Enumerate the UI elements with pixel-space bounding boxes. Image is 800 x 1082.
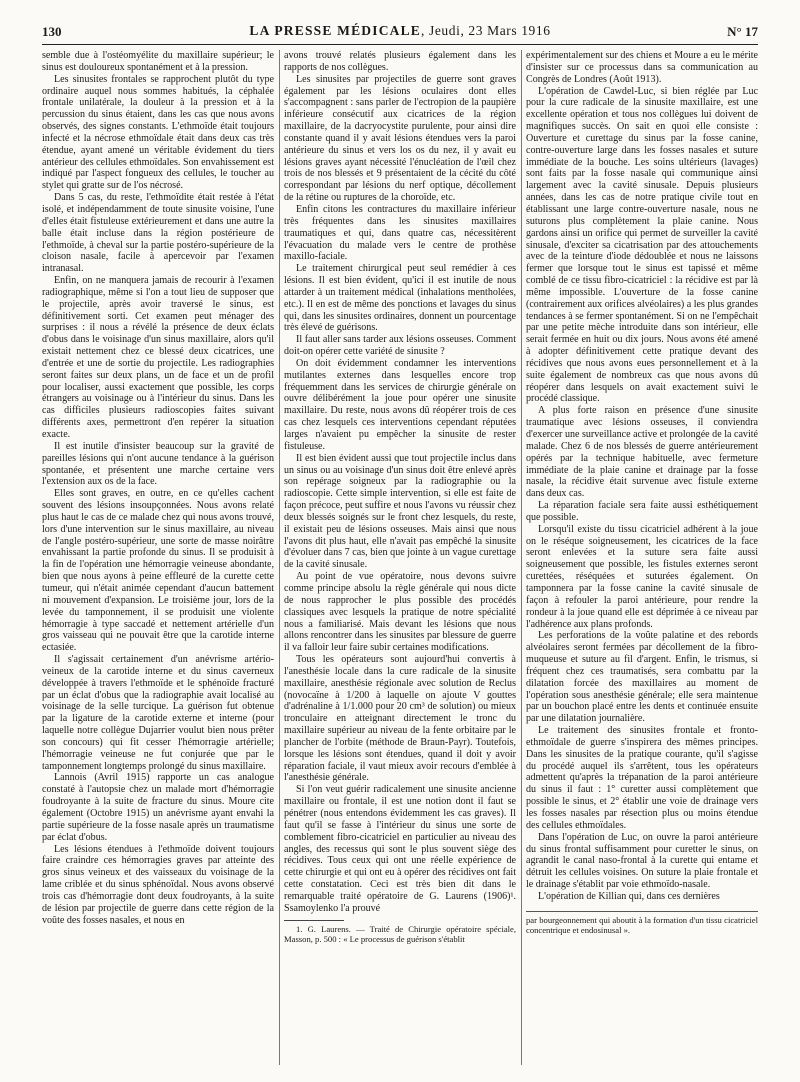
paragraph: Lorsqu'il existe du tissu cicatriciel adhérent à la joue on le réséque soigneusement, les cicatrices de la face seront enlevées et la suture sera faite aussi soigneusement que possible, les fistules externes seront curettées, réséquées et suturées également. On tamponnera par la fosse canine la cavité sinusale de façon à refouler la paroi antérieure, pour rendre la rondeur à la joue quand elle est déprimée à ce niveau par l'adhérence aux plans profonds. — [526, 523, 758, 630]
paragraph: Elles sont graves, en outre, en ce qu'elles cachent souvent des lésions insoupçonnées. Nous avons relaté plus haut le cas de ce malade chez qui nous avons trouvé, lors d'une intervention sur le sinus maxillaire, au niveau de l'angle postéro-supérieur, une sorte de masse noirâtre envahissant la partie profonde du sinus. Il se produisit à la fin de l'opération une hémorragie veineuse abondante, bien que nous ayons à peine effleuré de la curette cette tumeur, qui n'était animée cependant d'aucun battement ni mouvement d'expansion. Le troisième jour, lors de la levée du tamponnement, il se produisit une violente hémorragie à type saccadé et nettement artérielle d'un gros vaisseau qui ne pouvait être que la carotide interne ectasiée. — [42, 488, 274, 654]
paragraph: On doit évidemment condamner les interventions mutilantes externes dans lesquelles encore trop fréquemment dans les services de chirurgie générale on ouvre délibérément la joue pour opérer une sinusite maxillaire. Du reste, nous avons dû réopérer trois de ces cas chez lesquels ces interventions cependant réputées larges n'avaient pu empêcher la sinusite de rester fistuleuse. — [284, 357, 516, 452]
paragraph: Les perforations de la voûte palatine et des rebords alvéolaires seront fermées par décollement de la fibro-muqueuse et suture au fil d'argent. Enfin, le trismus, si fréquent chez ces traumatisés, sera combattu par la dilatation forcée des maxillaires au moment de l'opération sous anesthésie générale; elle sera maintenue par un bouchon placé entre les dents et continuée ensuite par une dilatation journalière. — [526, 630, 758, 725]
issue-number: N° 17 — [727, 24, 758, 39]
page-number: 130 — [42, 24, 62, 39]
column-divider — [521, 50, 522, 1065]
paragraph: Il est bien évident aussi que tout projectile inclus dans un sinus ou au voisinage d'un sinus doit être enlevé après son repérage soigneux par la radiographie ou la radioscopie. Cette simple intervention, si elle est faite de façon précoce, peut suffire et nous l'avons vu réussir chez deux blessés soignés sur le front chez lesquels, du reste, il existait peu de lésions osseuses. Mais ainsi que nous l'avons dit plus haut, elle n'avait pas empêché la sinusite d'évoluer dans 7 cas, bien que jointe à un vague curettage de la cavité sinusale. — [284, 452, 516, 571]
paragraph: Il s'agissait certainement d'un anévrisme artério-veineux de la carotide interne et du sinus caverneux développée à travers l'ethmoïde et le sphénoïde fracturé par un éclat d'obus que la radiographie avait localisé au voisinage de la selle turcique. La guérison fut obtenue par la ligature de la carotide externe et interne (pour laquelle notre collègue Dujarrier voulut bien nous prêter son concours) qui fit cesser l'hémorragie artérielle; l'hémorragie veineuse ne fut conjurée que par le tamponnement longtemps prolongé du sinus maxillaire. — [42, 654, 274, 772]
paragraph: Le traitement chirurgical peut seul remédier à ces lésions. Il est bien évident, qu'ici il est inutile de nous attarder à un traitement médical (inhalations mentholées, etc.). Il en est de même des ponctions et lavages du sinus qui, dans les sinusites ordinaires, donnent un pourcentage très élevé de guérisons. — [284, 263, 516, 334]
paragraph: La réparation faciale sera faite aussi esthétiquement que possible. — [526, 500, 758, 523]
paragraph: Dans 5 cas, du reste, l'ethmoïdite était restée à l'état isolé, et indépendamment de toute sinusite voisine, l'une d'elles était fistuleuse extérieurement et dans une autre la balle était incluse dans la région postérieure de l'ethmoïde, à cheval sur la partie postéro-supérieure de la cloison nasale, facile à apercevoir par l'examen intranasal. — [42, 192, 274, 275]
column-2 — [284, 50, 516, 944]
paragraph: A plus forte raison en présence d'une sinusite traumatique avec lésions osseuses, il conviendra d'exercer une surveillance active et prolongée de la cavité malade. Chez 6 de nos blessés de guerre antérieurement opérés par la technique habituelle, avec fermeture immédiate de la plaie canine et drainage par la fosse nasale, la récidive était survenue avec fistule externe dans deux cas. — [526, 405, 758, 500]
paragraph: Lannois (Avril 1915) rapporte un cas analogue constaté à l'autopsie chez un malade mort d'hémorragie foudroyante à la suite de fracture du sinus. Moure cite également (Octobre 1915) un anévrisme ayant envahi la partie supérieure de la fosse nasale après un traumatisme par éclat d'obus. — [42, 772, 274, 843]
page-header — [42, 22, 758, 45]
paragraph: Les sinusites par projectiles de guerre sont graves également par les lésions oculaires dont elles s'accompagnent : sans parler de l'ectropion de la paupière inférieure consécutif aux cicatrices de la région maxillaire, de la dacryocystite purulente, pour ainsi dire constante quand il y avait lésions étendues vers la paroi antérieure du sinus et vers los os du nez, il y avait eu lésions graves ayant nécessité l'énucléation de l'œil chez trois de nos blessés et 9 présentaient de la cécité du côté correspondant par lésions du nerf optique, décollement de la rétine ou ruptures de la choroïde, etc. — [284, 73, 516, 204]
column-divider — [279, 50, 280, 1065]
running-title — [42, 23, 758, 39]
footnote-separator — [284, 920, 344, 921]
paragraph: Le traitement des sinusites frontale et fronto-ethmoïdale de guerre s'inspirera des mêmes principes. Dans les sinusites de la pratique courante, qu'il s'agisse du procédé auquel ils s'arrêtent, tous les opérateurs admettent qu'après la trépanation de la paroi antérieure du sinus il faut : 1° curetter aussi complètement que possible le sinus, et 2° établir une voie de drainage vers les fosses nasales par résection plus ou moins étendue des cellules ethmoïdales. — [526, 725, 758, 831]
paragraph: Au point de vue opératoire, nous devons suivre comme principe absolu la règle générale qui nous dicte de nous rapprocher le plus possible des procédés classiques avec lesquels la pratique de notre spécialité nous a familiarisé. Mais devant les lésions que nous allons rencontrer dans les sinusites par blessure de guerre il va falloir leur faire subir certaines modifications. — [284, 571, 516, 654]
paragraph: L'opération de Cawdel-Luc, si bien réglée par Luc pour la cure radicale de la sinusite maxillaire, est une excellente opération et tous nos collègues lui doivent de magnifiques succès. On sait en quoi elle consiste : Ouverture et curettage du sinus par la fosse canine, contre-ouverture large dans les fosses nasales et suture immédiate de la bouche. Les soins ultérieurs (lavages) sont faits par la fosse nasale qui communique ainsi largement avec la cavité sinusale. Depuis plusieurs années, dans les cas de notre pratique civile tout en établissant une large contre-ouverture nasale, nous ne suturons plus complètement la plaie canine. Nous gardons ainsi un orifice qui permet de surveiller la cavité sinusale, d'exciter sa cicatrisation par des attouchements avec de la teinture d'iode dédoublée et nous ne laissons fermer que lorsque tout le sinus est tapissé et même comblé de ce tissu fibro-cicatriciel : la récidive est par là même impossible. L'ouverture de la fosse canine (contrairement aux orifices alvéolaires) a les plus grandes tendances à se fermer spontanément. Si on ne l'empêchait par une petite mèche introduite dans son intérieur, elle serait fermée en huit ou dix jours. Nous avons été amené à adopter définitivement cette pratique devant des récidives que nous avons eues personnellement et à la suite également de nombreux cas que nous avons dû réopérer dans lesquels on avait exactement suivi le procédé classique. — [526, 85, 758, 405]
paragraph: Si l'on veut guérir radicalement une sinusite ancienne maxillaire ou frontale, il est une notion dont il faut se pénétrer (nous entendons évidemment les cas graves). Il faut qu'il se fasse à l'intérieur du sinus une sorte de comblement fibro-cicatriciel en particulier au niveau des angles, des recessus qui sont le plus souvent siège des récidives. Tous ceux qui ont une réelle expérience de cette chirurgie et qui ont eu à opérer des récidives ont fait cette constatation. Ceci est très bien dit dans le remarquable traité opératoire de G. Laurens (1906)¹. Ssamoylenko l'a prouvé — [284, 784, 516, 914]
paragraph: L'opération de Killian qui, dans ces dernières — [538, 890, 720, 902]
issue-date: , Jeudi, 23 Mars 1916 — [421, 23, 551, 38]
journal-name: LA PRESSE MÉDICALE — [249, 23, 422, 38]
paragraph: Les lésions étendues à l'ethmoïde doivent toujours faire craindre ces hémorragies graves par atteinte des gros sinus veineux et des vaisseaux du voisinage de la lame criblée et du sinus sphénoïdal. Nous avons observé trois cas d'hémorragie dont deux foudroyants, à la suite de lésion par projectile de guerre dans cette région de la voûte des fosses nasales, et nous en — [42, 843, 274, 926]
paragraph: Enfin citons les contractures du maxillaire inférieur très fréquentes dans les sinusites maxillaires traumatiques et qui, dans quatre cas, nécessitèrent l'évacuation du malade vers le centre de prothèse maxillo-faciale. — [284, 203, 516, 263]
paragraph: Il faut aller sans tarder aux lésions osseuses. Comment doit-on opérer cette variété de sinusite ? — [284, 334, 516, 358]
paragraph: Enfin, on ne manquera jamais de recourir à l'examen radiographique, même si l'on a tout lieu de supposer que le projectile, après avoir traversé le sinus, est définitivement sorti. Cet examen peut ménager des surprises : il nous a révélé la présence de deux éclats d'obus dans le voisinage d'un sinus maxillaire, alors qu'il existait nettement chez ce blessé deux cicatrices, une d'entrée et une de sortie du projectile. Les radiographies seront faites sur deux plans, un de face et un de profil pour localiser, aussi exactement que possible, les corps étrangers au voisinage ou à l'intérieur du sinus. Dans les cas difficiles plusieurs radioscopies faites suivant différents axes, permettront d'en repérer la situation exacte. — [42, 275, 274, 440]
paragraph: Dans l'opération de Luc, on ouvre la paroi antérieure du sinus frontal suffisamment pour curetter le sinus, on agrandit le canal naso-frontal à la curette qui entame et détruit les cellules voisines. On suture la plaie frontale et le drainage s'établit par voie ethmoïdo-nasale. — [526, 831, 758, 891]
paragraph: expérimentalement sur des chiens et Moure a eu le mérite d'insister sur ce processus dans sa communication au Congrès de Londres (Août 1913). — [526, 50, 758, 85]
paragraph: Il est inutile d'insister beaucoup sur la gravité de pareilles lésions qui n'ont aucune tendance à la guérison spontanée, et présentent une marche certaine vers l'extension aux os de la face. — [42, 440, 274, 488]
column-1 — [42, 50, 274, 926]
column-3 — [526, 50, 758, 936]
footnote-continuation: par bourgeonnement qui aboutit à la formation d'un tissu cicatriciel concentrique et endosinusal ». — [526, 914, 758, 936]
footnote: 1. G. Laurens. — Traité de Chirurgie opératoire spéciale, Masson, p. 500 : « Le processus de guérison s'établit — [284, 923, 516, 944]
footnote-separator — [526, 911, 758, 912]
paragraph: Les sinusites frontales se rapprochent plutôt du type ordinaire auquel nous sommes habitués, la céphalée frontale unilatérale, la douleur à la pression et à la percussion du sinus étaient, dans les cas que nous avons observés, des signes constants. L'ethmoïde était toujours infecté et la nécrose ethmoïdale était dans deux cas très étendue, ayant amené un véritable évidement du tiers antérieur des cellules ethmoïdales. Son envahissement est indiqué par l'aspect fongueux des cellules, le toucher au stylet qui gratte sur de l'os nécrosé. — [42, 73, 274, 192]
paragraph: avons trouvé relatés plusieurs également dans les rapports de nos collègues. — [284, 50, 516, 73]
paragraph: semble due à l'ostéomyélite du maxillaire supérieur; le sinus est douloureux spontanément et à la pression. — [42, 50, 274, 73]
paragraph: Tous les opérateurs sont aujourd'hui convertis à l'anesthésie locale dans la cure radicale de la sinusite maxillaire, anesthésie régionale avec solution de Reclus (novocaïne à 1/200 à laquelle on ajoute V gouttes d'adrénaline à 1/1.000 pour 20 cm³ de solution) ou mieux tronculaire en atteignant directement le tronc du maxillaire supérieur au niveau de la fente orbitaire par le plancher de l'orbite (méthode de Braun-Payr). Toutefois, lorsque les lésions sont étendues, quand il doit y avoir réparation faciale, il vaut mieux avoir recours d'emblée à l'anesthésie générale. — [284, 654, 516, 784]
